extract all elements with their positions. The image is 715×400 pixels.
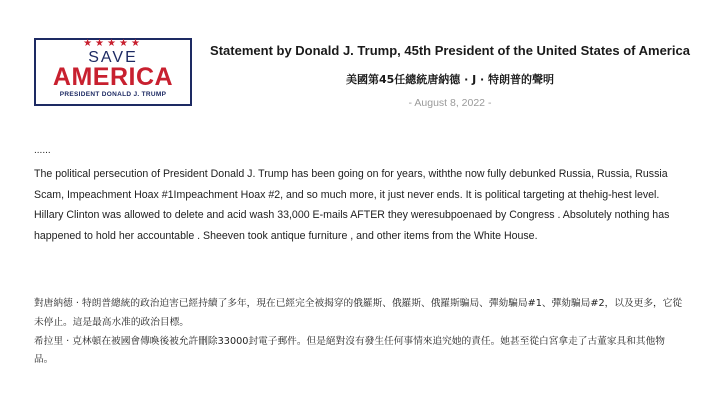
chinese-statement [34, 295, 684, 370]
save-america-logo [34, 38, 192, 106]
logo-tagline: PRESIDENT DONALD J. TRUMP [59, 91, 167, 98]
statement-title-chinese: 美國第45任總統唐納德 · J · 特朗普的聲明 [345, 73, 555, 86]
english-paragraph-1: The political persecution of President Donald J. Trump has been going on for years, withthe now fully debunked Russia, Russia, Russia Scam, Impeachment Hoax #1Impeachment Hoax #2, and so much more, it just never ends. It is political targeting at thehig-hest level. [34, 168, 668, 201]
english-paragraph-2: Hillary Clinton was allowed to delete and acid wash 33,000 E-mails AFTER they weresubpoenaed by Congress . Absolutely nothing has happened to hold her accountable . Sheeven took antique furniture , and other items from the White House. [34, 209, 670, 243]
chinese-paragraph-2: 希拉里 · 克林頓在被國會傳喚後被允許刪除33000封電子郵件。但是絕對沒有發生任何事情來追究她的責任。她甚至從白宮拿走了古董家具和其他物品。 [34, 335, 665, 366]
logo-america-text: AMERICA [52, 63, 174, 91]
logo-save-text: SAVE [88, 49, 138, 66]
logo-stars: ★★★★★ [83, 38, 143, 49]
chinese-paragraph-1: 對唐納德 · 特朗普總統的政治迫害已經持續了多年，現在已經完全被揭穿的俄羅斯、俄羅斯、俄羅斯騙局、彈劾騙局#1、彈劾騙局#2，以及更多，它從未停止。這是最高水准的政治目標。 [34, 298, 683, 328]
english-statement [34, 164, 684, 247]
statement-date: - August 8, 2022 - [408, 97, 492, 109]
ellipsis-marker: ...... [34, 145, 51, 156]
statement-title: Statement by Donald J. Trump, 45th President of the United States of America [210, 43, 690, 58]
